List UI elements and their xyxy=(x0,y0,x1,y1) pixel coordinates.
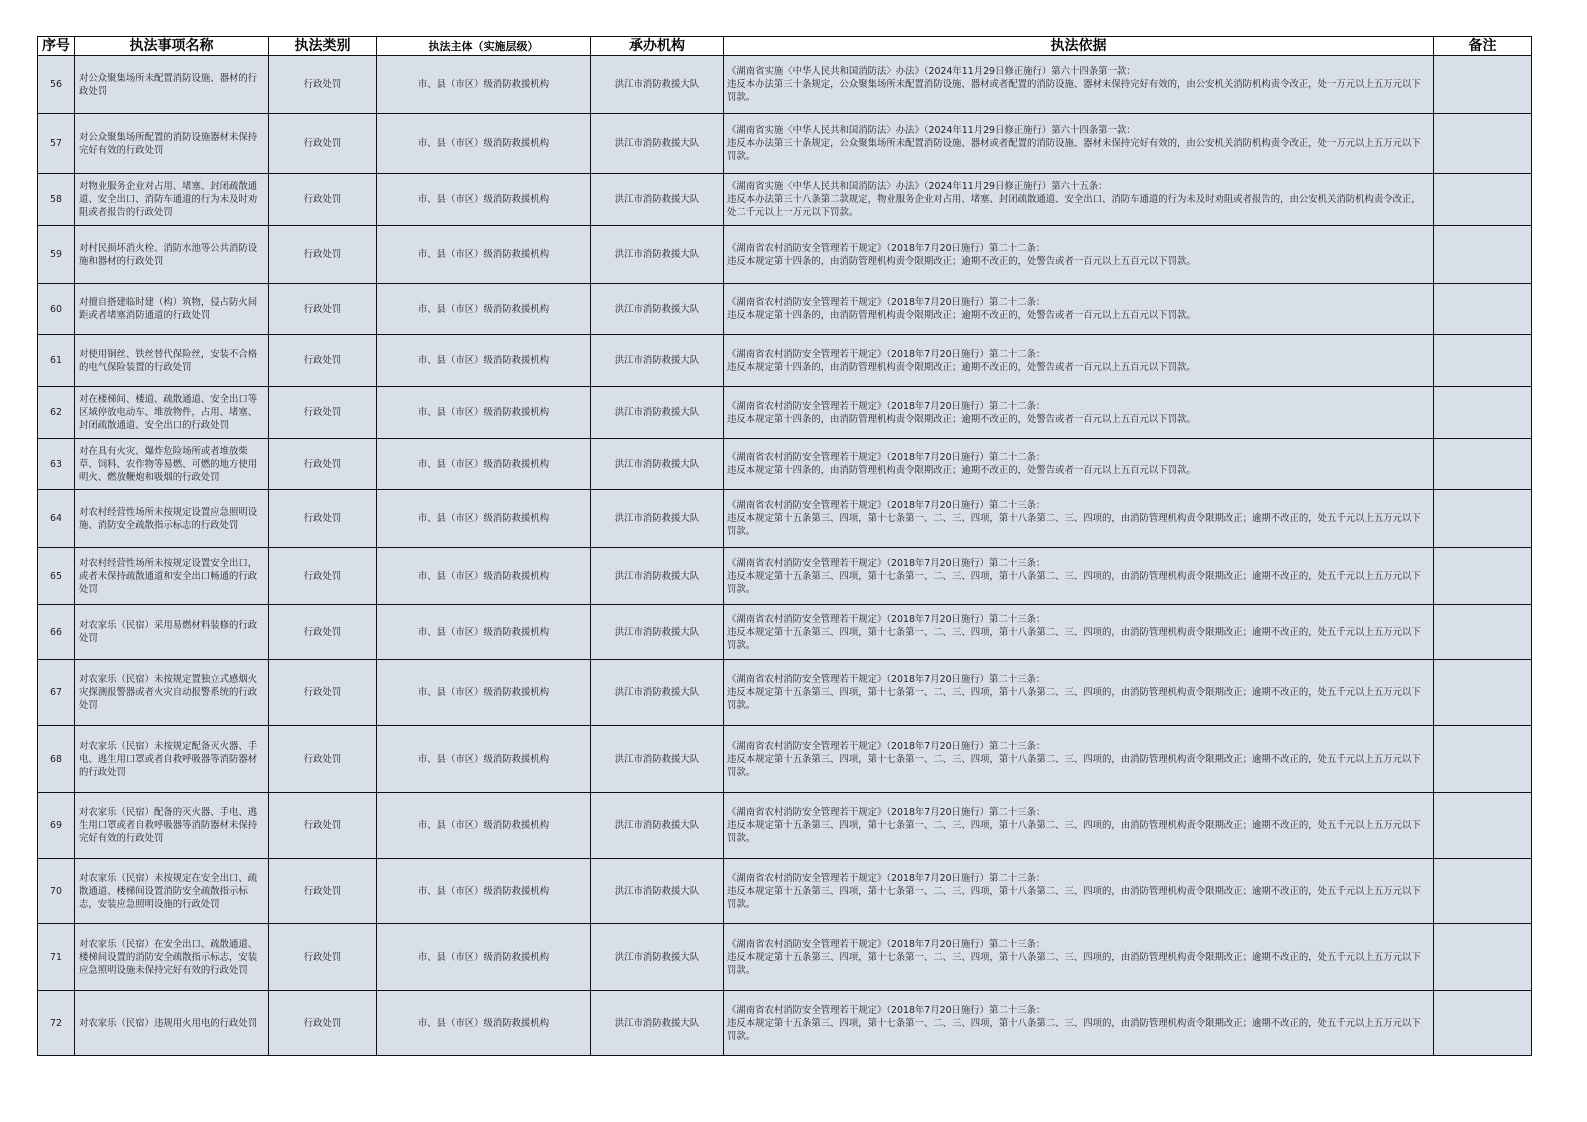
basis-title: 《湖南省农村消防安全管理若干规定》（2018年7月20日施行）第二十三条： xyxy=(727,740,1046,752)
cell-subject: 市、县（市区）级消防救援机构 xyxy=(377,660,591,726)
cell-seq: 61 xyxy=(38,335,75,387)
table-row xyxy=(38,924,1532,991)
cell-item-name: 对公众聚集场所未配置消防设施、器材的行政处罚 xyxy=(75,56,269,114)
cell-seq: 59 xyxy=(38,226,75,284)
table-row xyxy=(38,114,1532,174)
cell-basis xyxy=(724,924,1434,991)
cell-subject: 市、县（市区）级消防救援机构 xyxy=(377,284,591,335)
cell-agency: 洪江市消防救援大队 xyxy=(591,991,724,1056)
cell-item-name: 对农村经营性场所未按规定设置安全出口，或者未保持疏散通道和安全出口畅通的行政处罚 xyxy=(75,548,269,605)
cell-subject: 市、县（市区）级消防救援机构 xyxy=(377,991,591,1056)
cell-agency: 洪江市消防救援大队 xyxy=(591,859,724,924)
cell-seq: 64 xyxy=(38,490,75,548)
basis-text: 违反本办法第三十条规定，公众聚集场所未配置消防设施、器材或者配置的消防设施、器材未保持完好有效的，由公安机关消防机构责令改正，处一万元以上五万元以下罚款。 xyxy=(727,79,1421,103)
cell-category: 行政处罚 xyxy=(269,548,377,605)
basis-title: 《湖南省农村消防安全管理若干规定》（2018年7月20日施行）第二十三条： xyxy=(727,500,1046,511)
cell-basis xyxy=(724,991,1434,1056)
basis-title: 《湖南省实施〈中华人民共和国消防法〉办法》（2024年11月29日修正施行）第六十四条第一款： xyxy=(727,125,1136,136)
cell-category: 行政处罚 xyxy=(269,56,377,114)
cell-remark xyxy=(1434,284,1532,335)
cell-subject: 市、县（市区）级消防救援机构 xyxy=(377,605,591,660)
cell-subject: 市、县（市区）级消防救援机构 xyxy=(377,226,591,284)
cell-category: 行政处罚 xyxy=(269,226,377,284)
cell-basis xyxy=(724,114,1434,174)
basis-title: 《湖南省农村消防安全管理若干规定》（2018年7月20日施行）第二十三条： xyxy=(727,807,1046,818)
cell-category: 行政处罚 xyxy=(269,924,377,991)
basis-text: 违反本规定第十四条的，由消防管理机构责令限期改正；逾期不改正的，处警告或者一百元以上五百元以下罚款。 xyxy=(727,255,1196,267)
cell-basis xyxy=(724,793,1434,859)
header-seq: 序号 xyxy=(38,37,75,56)
basis-title: 《湖南省农村消防安全管理若干规定》（2018年7月20日施行）第二十三条： xyxy=(727,1004,1046,1016)
table-row xyxy=(38,56,1532,114)
table-row xyxy=(38,793,1532,859)
cell-seq: 69 xyxy=(38,793,75,859)
cell-category: 行政处罚 xyxy=(269,660,377,726)
cell-category: 行政处罚 xyxy=(269,605,377,660)
cell-agency: 洪江市消防救援大队 xyxy=(591,726,724,793)
cell-agency: 洪江市消防救援大队 xyxy=(591,226,724,284)
cell-remark xyxy=(1434,114,1532,174)
cell-subject: 市、县（市区）级消防救援机构 xyxy=(377,335,591,387)
basis-text: 违反本规定第十四条的，由消防管理机构责令限期改正；逾期不改正的，处警告或者一百元以上五百元以下罚款。 xyxy=(727,413,1196,425)
cell-seq: 60 xyxy=(38,284,75,335)
cell-category: 行政处罚 xyxy=(269,859,377,924)
table-row xyxy=(38,859,1532,924)
cell-basis xyxy=(724,56,1434,114)
cell-remark xyxy=(1434,924,1532,991)
cell-seq: 70 xyxy=(38,859,75,924)
cell-basis xyxy=(724,439,1434,490)
cell-basis xyxy=(724,174,1434,226)
header-category: 执法类别 xyxy=(269,37,377,56)
header-subject: 执法主体（实施层级） xyxy=(377,37,591,56)
cell-basis xyxy=(724,490,1434,548)
cell-category: 行政处罚 xyxy=(269,284,377,335)
cell-item-name: 对农村经营性场所未按规定设置应急照明设施、消防安全疏散指示标志的行政处罚 xyxy=(75,490,269,548)
cell-category: 行政处罚 xyxy=(269,490,377,548)
cell-subject: 市、县（市区）级消防救援机构 xyxy=(377,859,591,924)
table-row xyxy=(38,284,1532,335)
cell-subject: 市、县（市区）级消防救援机构 xyxy=(377,56,591,114)
basis-title: 《湖南省农村消防安全管理若干规定》（2018年7月20日施行）第二十二条： xyxy=(727,452,1046,463)
cell-basis xyxy=(724,387,1434,439)
cell-seq: 66 xyxy=(38,605,75,660)
cell-remark xyxy=(1434,335,1532,387)
cell-seq: 63 xyxy=(38,439,75,490)
cell-subject: 市、县（市区）级消防救援机构 xyxy=(377,490,591,548)
cell-agency: 洪江市消防救援大队 xyxy=(591,387,724,439)
basis-text: 违反本规定第十五条第三、四项，第十七条第一、二、三、四项，第十八条第二、三、四项的，由消防管理机构责令限期改正；逾期不改正的，处五千元以上五万元以下罚款。 xyxy=(727,820,1421,844)
table-row xyxy=(38,726,1532,793)
cell-basis xyxy=(724,660,1434,726)
cell-subject: 市、县（市区）级消防救援机构 xyxy=(377,387,591,439)
cell-agency: 洪江市消防救援大队 xyxy=(591,548,724,605)
cell-seq: 56 xyxy=(38,56,75,114)
cell-agency: 洪江市消防救援大队 xyxy=(591,335,724,387)
basis-text: 违反本办法第三十条规定，公众聚集场所未配置消防设施、器材或者配置的消防设施、器材未保持完好有效的，由公安机关消防机构责令改正，处一万元以上五万元以下罚款。 xyxy=(727,138,1421,162)
header-item-name: 执法事项名称 xyxy=(75,37,269,56)
basis-text: 违反本规定第十五条第三、四项，第十七条第一、二、三、四项，第十八条第二、三、四项的，由消防管理机构责令限期改正；逾期不改正的，处五千元以上五万元以下罚款。 xyxy=(727,687,1421,711)
cell-agency: 洪江市消防救援大队 xyxy=(591,605,724,660)
basis-text: 违反本规定第十五条第三、四项，第十七条第一、二、三、四项，第十八条第二、三、四项的，由消防管理机构责令限期改正；逾期不改正的，处五千元以上五万元以下罚款。 xyxy=(727,513,1421,537)
cell-agency: 洪江市消防救援大队 xyxy=(591,793,724,859)
cell-remark xyxy=(1434,859,1532,924)
cell-remark xyxy=(1434,226,1532,284)
cell-item-name: 对农家乐（民宿）采用易燃材料装修的行政处罚 xyxy=(75,605,269,660)
cell-basis xyxy=(724,859,1434,924)
basis-text: 违反本规定第十五条第三、四项，第十七条第一、二、三、四项，第十八条第二、三、四项的，由消防管理机构责令限期改正；逾期不改正的，处五千元以上五万元以下罚款。 xyxy=(727,1017,1421,1042)
cell-remark xyxy=(1434,548,1532,605)
cell-item-name: 对农家乐（民宿）未按规定置独立式感烟火灾探测报警器或者火灾自动报警系统的行政处罚 xyxy=(75,660,269,726)
cell-agency: 洪江市消防救援大队 xyxy=(591,490,724,548)
cell-category: 行政处罚 xyxy=(269,793,377,859)
cell-basis xyxy=(724,605,1434,660)
basis-title: 《湖南省农村消防安全管理若干规定》（2018年7月20日施行）第二十三条： xyxy=(727,872,1046,884)
cell-category: 行政处罚 xyxy=(269,439,377,490)
cell-agency: 洪江市消防救援大队 xyxy=(591,56,724,114)
cell-remark xyxy=(1434,56,1532,114)
basis-title: 《湖南省农村消防安全管理若干规定》（2018年7月20日施行）第二十二条： xyxy=(727,400,1046,412)
basis-text: 违反本规定第十五条第三、四项，第十七条第一、二、三、四项，第十八条第二、三、四项的，由消防管理机构责令限期改正；逾期不改正的，处五千元以上五万元以下罚款。 xyxy=(727,951,1421,976)
basis-text: 违反本规定第十四条的，由消防管理机构责令限期改正；逾期不改正的，处警告或者一百元以上五百元以下罚款。 xyxy=(727,465,1196,476)
header-remark: 备注 xyxy=(1434,37,1532,56)
cell-item-name: 对农家乐（民宿）违规用火用电的行政处罚 xyxy=(75,991,269,1056)
cell-item-name: 对村民损坏消火栓、消防水池等公共消防设施和器材的行政处罚 xyxy=(75,226,269,284)
cell-item-name: 对公众聚集场所配置的消防设施器材未保持完好有效的行政处罚 xyxy=(75,114,269,174)
cell-agency: 洪江市消防救援大队 xyxy=(591,174,724,226)
table-row xyxy=(38,335,1532,387)
header-agency: 承办机构 xyxy=(591,37,724,56)
cell-category: 行政处罚 xyxy=(269,114,377,174)
header-row xyxy=(38,37,1532,56)
cell-subject: 市、县（市区）级消防救援机构 xyxy=(377,439,591,490)
cell-subject: 市、县（市区）级消防救援机构 xyxy=(377,548,591,605)
cell-basis xyxy=(724,335,1434,387)
basis-title: 《湖南省农村消防安全管理若干规定》（2018年7月20日施行）第二十二条： xyxy=(727,348,1046,360)
basis-title: 《湖南省农村消防安全管理若干规定》（2018年7月20日施行）第二十三条： xyxy=(727,557,1046,569)
cell-remark xyxy=(1434,174,1532,226)
cell-agency: 洪江市消防救援大队 xyxy=(591,284,724,335)
basis-title: 《湖南省实施〈中华人民共和国消防法〉办法》（2024年11月29日修正施行）第六十五条： xyxy=(727,181,1108,192)
cell-subject: 市、县（市区）级消防救援机构 xyxy=(377,114,591,174)
table-row xyxy=(38,387,1532,439)
cell-seq: 62 xyxy=(38,387,75,439)
table-row xyxy=(38,605,1532,660)
basis-title: 《湖南省农村消防安全管理若干规定》（2018年7月20日施行）第二十三条： xyxy=(727,613,1046,625)
cell-item-name: 对擅自搭建临时建（构）筑物，侵占防火间距或者堵塞消防通道的行政处罚 xyxy=(75,284,269,335)
cell-agency: 洪江市消防救援大队 xyxy=(591,114,724,174)
cell-seq: 58 xyxy=(38,174,75,226)
cell-item-name: 对农家乐（民宿）在安全出口、疏散通道、楼梯间设置的消防安全疏散指示标志，安装应急照明设施未保持完好有效的行政处罚 xyxy=(75,924,269,991)
cell-item-name: 对使用铜丝、铁丝替代保险丝，安装不合格的电气保险装置的行政处罚 xyxy=(75,335,269,387)
cell-subject: 市、县（市区）级消防救援机构 xyxy=(377,793,591,859)
cell-category: 行政处罚 xyxy=(269,726,377,793)
cell-remark xyxy=(1434,605,1532,660)
cell-remark xyxy=(1434,490,1532,548)
table-row xyxy=(38,439,1532,490)
table-row xyxy=(38,991,1532,1056)
table-row xyxy=(38,226,1532,284)
cell-category: 行政处罚 xyxy=(269,387,377,439)
basis-text: 违反本办法第三十八条第二款规定，物业服务企业对占用、堵塞、封闭疏散通道、安全出口、消防车通道的行为未及时劝阻或者报告的，由公安机关消防机构责令改正，处二千元以上一万元以下罚款。 xyxy=(727,194,1421,218)
cell-seq: 67 xyxy=(38,660,75,726)
cell-item-name: 对在具有火灾、爆炸危险场所或者堆放柴草、饲料、农作物等易燃、可燃的地方使用明火、燃放鞭炮和吸烟的行政处罚 xyxy=(75,439,269,490)
cell-basis xyxy=(724,548,1434,605)
cell-item-name: 对农家乐（民宿）配备的灭火器、手电、逃生用口罩或者自救呼吸器等消防器材未保持完好有效的行政处罚 xyxy=(75,793,269,859)
cell-seq: 65 xyxy=(38,548,75,605)
cell-agency: 洪江市消防救援大队 xyxy=(591,439,724,490)
basis-text: 违反本规定第十四条的，由消防管理机构责令限期改正；逾期不改正的，处警告或者一百元以上五百元以下罚款。 xyxy=(727,310,1196,321)
basis-text: 违反本规定第十五条第三、四项，第十七条第一、二、三、四项，第十八条第二、三、四项的，由消防管理机构责令限期改正；逾期不改正的，处五千元以上五万元以下罚款。 xyxy=(727,753,1421,778)
enforcement-table xyxy=(37,36,1532,1056)
cell-remark xyxy=(1434,439,1532,490)
cell-seq: 68 xyxy=(38,726,75,793)
table-row xyxy=(38,660,1532,726)
table-row xyxy=(38,490,1532,548)
cell-category: 行政处罚 xyxy=(269,335,377,387)
cell-basis xyxy=(724,226,1434,284)
cell-remark xyxy=(1434,726,1532,793)
cell-seq: 72 xyxy=(38,991,75,1056)
cell-category: 行政处罚 xyxy=(269,174,377,226)
cell-seq: 71 xyxy=(38,924,75,991)
cell-item-name: 对物业服务企业对占用、堵塞、封闭疏散通道、安全出口、消防车通道的行为未及时劝阻或者报告的行政处罚 xyxy=(75,174,269,226)
cell-subject: 市、县（市区）级消防救援机构 xyxy=(377,726,591,793)
basis-title: 《湖南省农村消防安全管理若干规定》（2018年7月20日施行）第二十三条： xyxy=(727,938,1046,950)
basis-text: 违反本规定第十五条第三、四项，第十七条第一、二、三、四项，第十八条第二、三、四项的，由消防管理机构责令限期改正；逾期不改正的，处五千元以上五万元以下罚款。 xyxy=(727,626,1421,651)
cell-remark xyxy=(1434,660,1532,726)
cell-subject: 市、县（市区）级消防救援机构 xyxy=(377,924,591,991)
basis-title: 《湖南省实施〈中华人民共和国消防法〉办法》（2024年11月29日修正施行）第六十四条第一款： xyxy=(727,66,1136,77)
table-row xyxy=(38,548,1532,605)
cell-category: 行政处罚 xyxy=(269,991,377,1056)
basis-text: 违反本规定第十五条第三、四项，第十七条第一、二、三、四项，第十八条第二、三、四项的，由消防管理机构责令限期改正；逾期不改正的，处五千元以上五万元以下罚款。 xyxy=(727,885,1421,910)
cell-remark xyxy=(1434,387,1532,439)
basis-title: 《湖南省农村消防安全管理若干规定》（2018年7月20日施行）第二十二条： xyxy=(727,297,1046,308)
cell-remark xyxy=(1434,991,1532,1056)
basis-title: 《湖南省农村消防安全管理若干规定》（2018年7月20日施行）第二十三条： xyxy=(727,674,1046,685)
cell-agency: 洪江市消防救援大队 xyxy=(591,924,724,991)
header-basis: 执法依据 xyxy=(724,37,1434,56)
cell-seq: 57 xyxy=(38,114,75,174)
cell-item-name: 对农家乐（民宿）未按规定在安全出口、疏散通道、楼梯间设置消防安全疏散指示标志，安装应急照明设施的行政处罚 xyxy=(75,859,269,924)
cell-item-name: 对在楼梯间、楼道、疏散通道、安全出口等区域停放电动车、堆放物件，占用、堵塞、封闭疏散通道、安全出口的行政处罚 xyxy=(75,387,269,439)
cell-basis xyxy=(724,284,1434,335)
cell-agency: 洪江市消防救援大队 xyxy=(591,660,724,726)
basis-text: 违反本规定第十四条的，由消防管理机构责令限期改正；逾期不改正的，处警告或者一百元以上五百元以下罚款。 xyxy=(727,361,1196,373)
cell-item-name: 对农家乐（民宿）未按规定配备灭火器、手电、逃生用口罩或者自救呼吸器等消防器材的行政处罚 xyxy=(75,726,269,793)
cell-subject: 市、县（市区）级消防救援机构 xyxy=(377,174,591,226)
cell-basis xyxy=(724,726,1434,793)
basis-text: 违反本规定第十五条第三、四项，第十七条第一、二、三、四项，第十八条第二、三、四项的，由消防管理机构责令限期改正；逾期不改正的，处五千元以上五万元以下罚款。 xyxy=(727,570,1421,595)
cell-remark xyxy=(1434,793,1532,859)
basis-title: 《湖南省农村消防安全管理若干规定》（2018年7月20日施行）第二十二条： xyxy=(727,242,1046,254)
table-row xyxy=(38,174,1532,226)
